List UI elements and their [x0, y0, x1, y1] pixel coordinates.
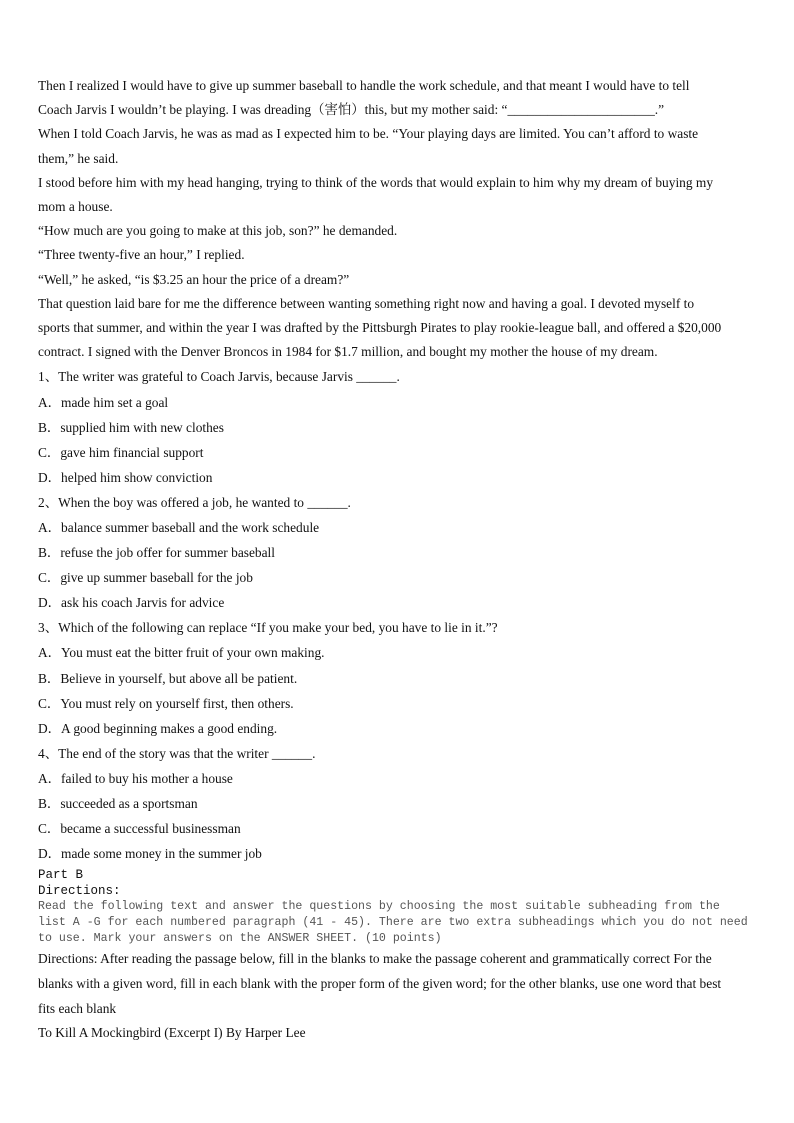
- passage-line: contract. I signed with the Denver Broncos in 1984 for $1.7 million, and bought my mother the house of my dream.: [38, 344, 658, 360]
- passage-line: I stood before him with my head hanging, trying to think of the words that would explain to him why my dream of buying my: [38, 174, 714, 190]
- part-b-title: Part B: [38, 868, 84, 883]
- answer-option-c: C．became a successful businessman: [38, 821, 241, 837]
- passage-line: “How much are you going to make at this job, son?” he demanded.: [38, 223, 398, 239]
- passage-line: Then I realized I would have to give up summer baseball to handle the work schedule, and that meant I would have to tell: [38, 78, 690, 93]
- excerpt-title: To Kill A Mockingbird (Excerpt I) By Harper Lee: [38, 1025, 306, 1041]
- answer-option-d: D．made some money in the summer job: [38, 846, 262, 862]
- fill-blank-directions: [38, 947, 760, 1045]
- answer-option-b: B．succeeded as a sportsman: [38, 796, 198, 812]
- answer-option-b: B．Believe in yourself, but above all be patient.: [38, 670, 298, 686]
- passage-line: When I told Coach Jarvis, he was as mad as I expected him to be. “Your playing days are limited. You can’t afford to waste: [38, 126, 699, 142]
- part-b-directions-label: Directions:: [38, 884, 121, 899]
- passage-line: mom a house.: [38, 199, 113, 215]
- passage-line: That question laid bare for me the difference between wanting something right now and having a goal. I devoted myself to: [38, 295, 695, 311]
- answer-option-c: C．You must rely on yourself first, then others.: [38, 695, 294, 711]
- question-3: [38, 615, 760, 740]
- question-1: [38, 364, 760, 489]
- directions-line: Directions: After reading the passage below, fill in the blanks to make the passage coherent and grammatically correct For the: [38, 951, 712, 967]
- part-b-directions-line: to use. Mark your answers on the ANSWER SHEET. (10 points): [38, 932, 442, 946]
- directions-line: blanks with a given word, fill in each blank with the proper form of the given word; for the other blanks, use one word that best: [38, 975, 722, 991]
- passage-line: “Well,” he asked, “is $3.25 an hour the price of a dream?”: [38, 271, 350, 287]
- passage: [38, 74, 760, 364]
- question-stem: 4、The end of the story was that the writer ______.: [38, 745, 316, 761]
- question-stem: 3、Which of the following can replace “If you make your bed, you have to lie in it.”?: [38, 620, 498, 636]
- passage-line: them,” he said.: [38, 150, 119, 166]
- answer-option-d: D．helped him show conviction: [38, 469, 213, 485]
- directions-line: fits each blank: [38, 1000, 117, 1016]
- part-b-section: [38, 867, 760, 947]
- passage-line: sports that summer, and within the year I was drafted by the Pittsburgh Pirates to play rookie-league ball, and offered a $20,000: [38, 320, 722, 336]
- answer-option-a: A．failed to buy his mother a house: [38, 770, 233, 786]
- answer-option-d: D．A good beginning makes a good ending.: [38, 720, 278, 736]
- passage-line: “Three twenty-five an hour,” I replied.: [38, 247, 245, 263]
- question-4: [38, 741, 760, 866]
- part-b-directions-line: Read the following text and answer the questions by choosing the most suitable subheading from the: [38, 900, 720, 914]
- answer-option-a: A．You must eat the bitter fruit of your own making.: [38, 645, 325, 661]
- answer-option-a: A．balance summer baseball and the work schedule: [38, 520, 320, 535]
- document-page: [38, 74, 760, 1046]
- question-2: [38, 490, 760, 615]
- answer-option-c: C．give up summer baseball for the job: [38, 570, 253, 586]
- answer-option-c: C．gave him financial support: [38, 444, 204, 460]
- answer-option-d: D．ask his coach Jarvis for advice: [38, 595, 225, 611]
- question-list: [38, 364, 760, 866]
- answer-option-a: A．made him set a goal: [38, 394, 169, 410]
- question-stem: 2、When the boy was offered a job, he wanted to ______.: [38, 494, 351, 510]
- answer-option-b: B．supplied him with new clothes: [38, 419, 224, 435]
- part-b-directions-line: list A -G for each numbered paragraph (41 - 45). There are two extra subheadings which you do not need: [38, 916, 748, 930]
- answer-option-b: B．refuse the job offer for summer baseball: [38, 545, 275, 561]
- passage-line: Coach Jarvis I wouldn’t be playing. I was dreading（害怕）this, but my mother said: “______________________.”: [38, 102, 665, 118]
- question-stem: 1、The writer was grateful to Coach Jarvis, because Jarvis ______.: [38, 369, 400, 385]
